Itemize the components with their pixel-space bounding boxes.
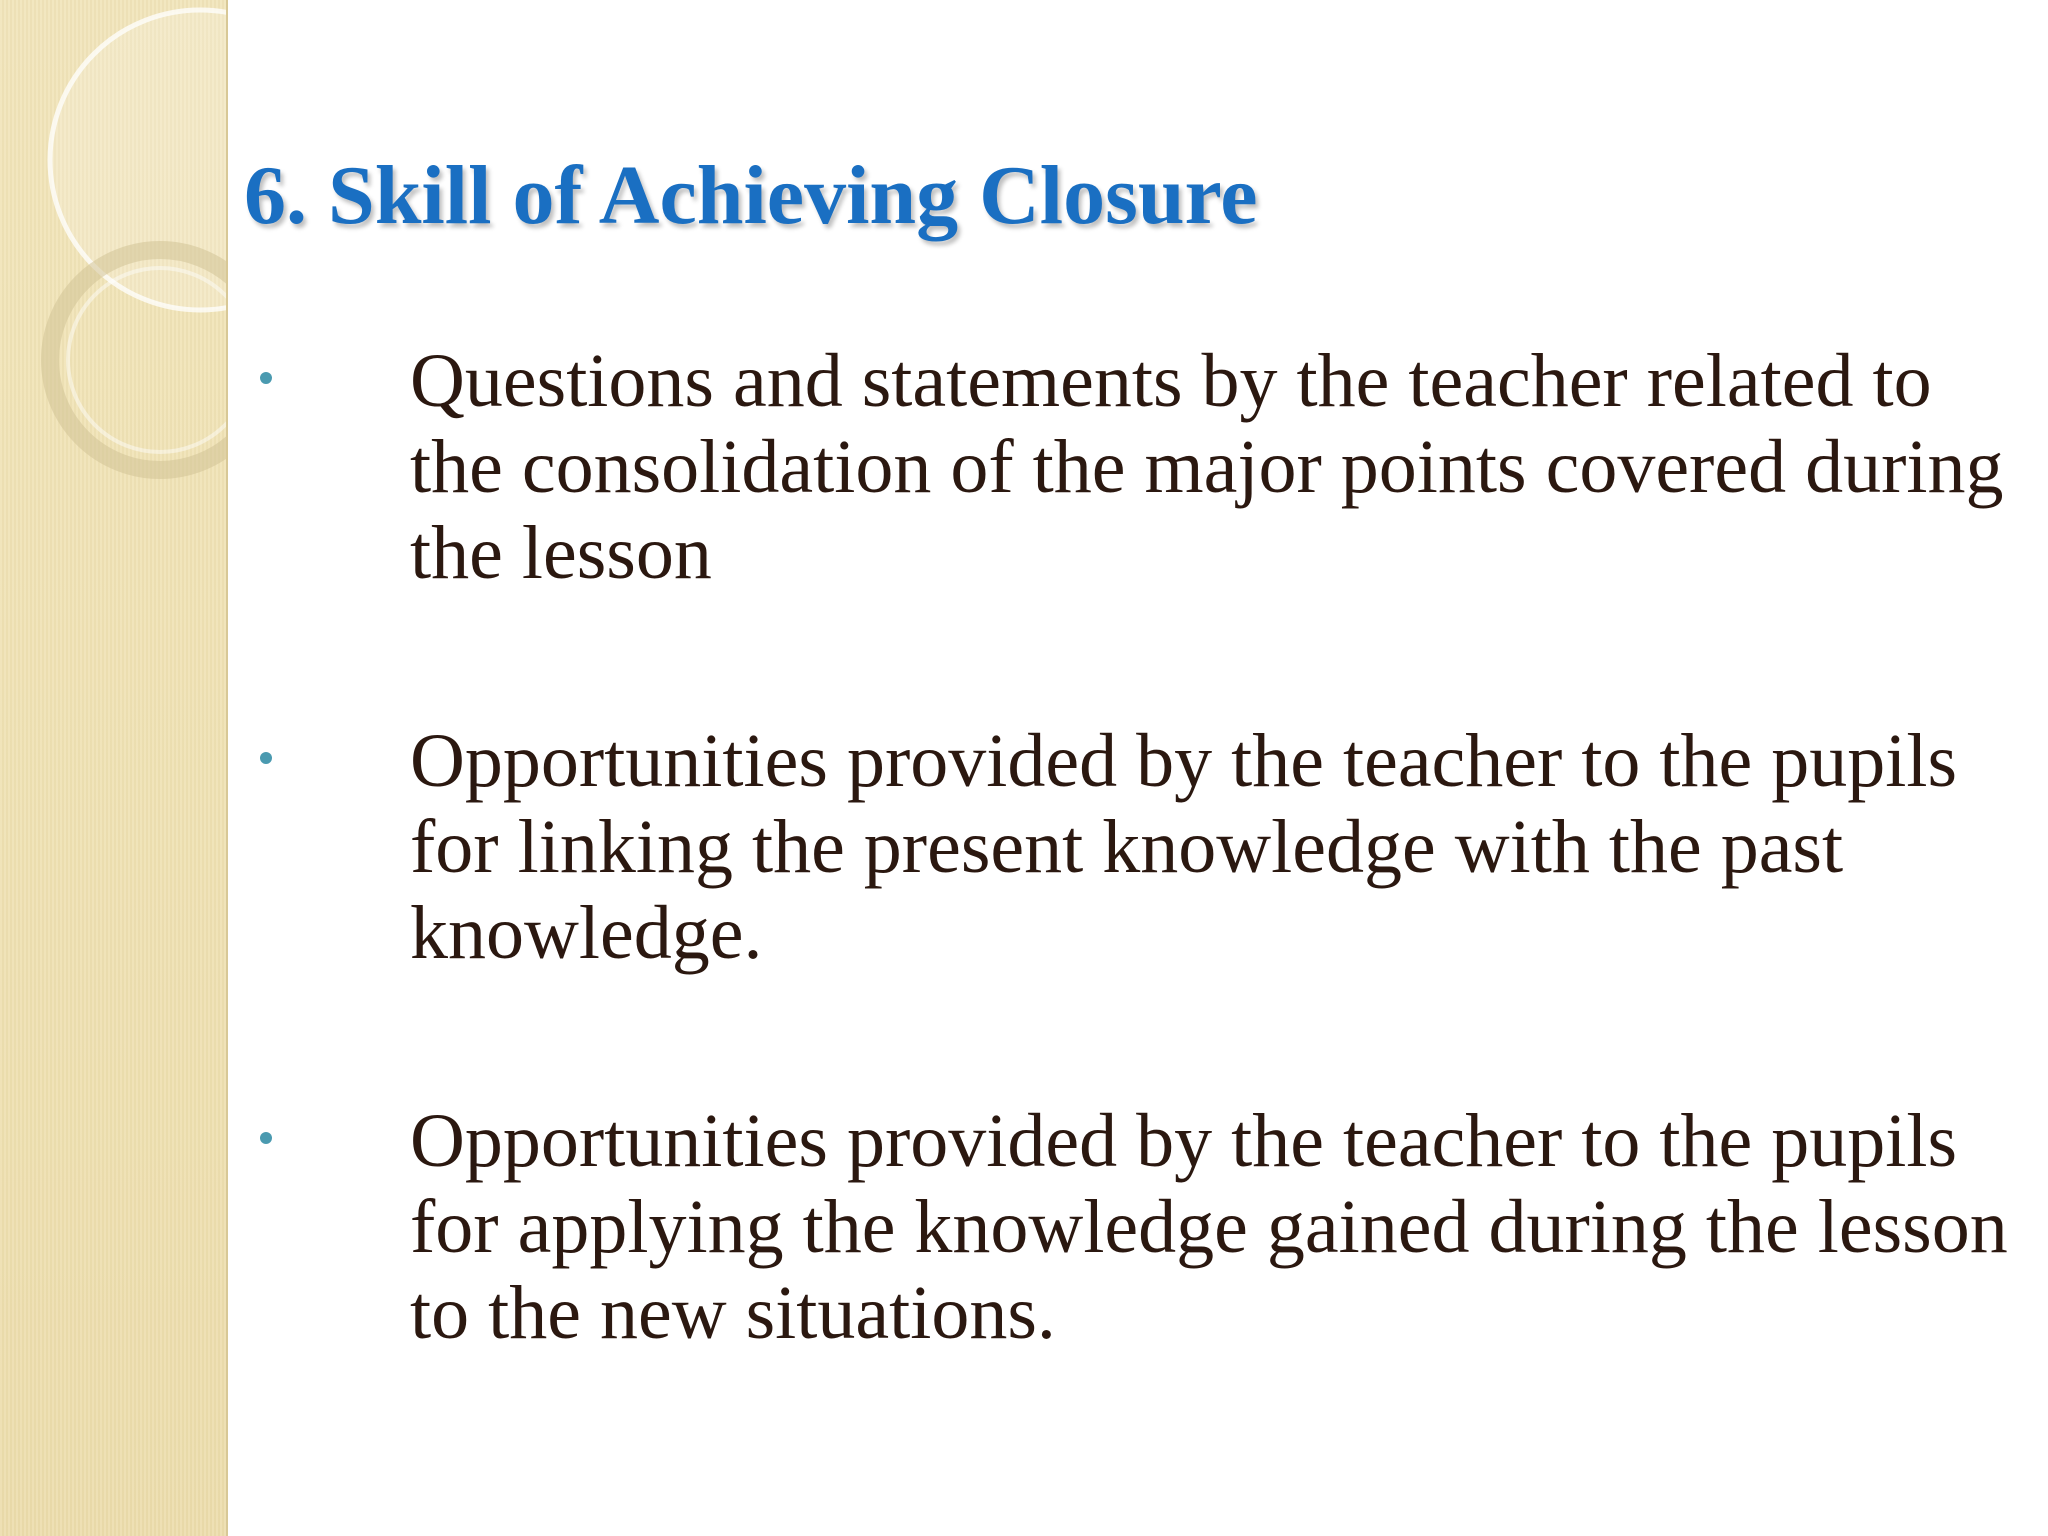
bullet-dot-icon xyxy=(260,372,272,384)
bullet-dot-icon xyxy=(260,752,272,764)
decorative-side-panel xyxy=(0,0,228,1536)
bullet-text: Questions and statements by the teacher related to the consolidation of the major points covered during the lesson xyxy=(410,339,2004,595)
bullet-text: Opportunities provided by the teacher to the pupils for applying the knowledge gained during the lesson to the new situations. xyxy=(410,1099,2008,1355)
slide-title: 6. Skill of Achieving Closure xyxy=(244,149,1258,242)
decorative-rings xyxy=(0,0,228,1536)
bullet-dot-icon xyxy=(260,1132,272,1144)
bullet-text: Opportunities provided by the teacher to the pupils for linking the present knowledge with the past knowledge. xyxy=(410,719,1958,975)
